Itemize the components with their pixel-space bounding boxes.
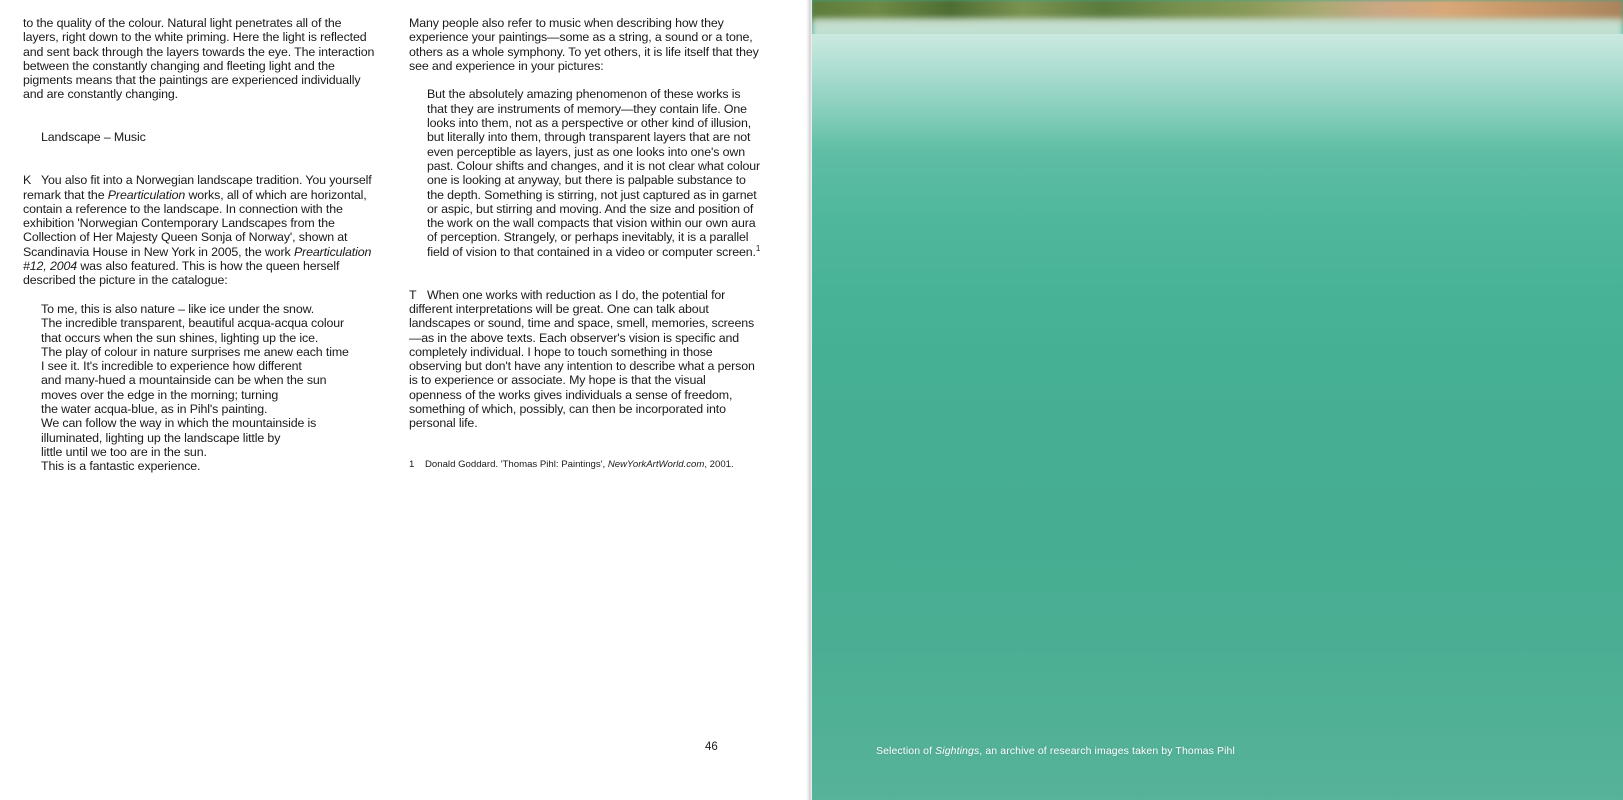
work-title-prearticulation-12: Prearticulation #12, 2004 <box>23 244 372 274</box>
paragraph-continued: to the quality of the colour. Natural light penetrates all of the layers, right down to the white priming. Here the light is reflected and sent back through the layers towards the eye. The interaction between the constantly changing and fleeting light and the pigments means that the paintings are experienced individually and are constantly changing. <box>23 16 375 102</box>
paragraph-t-text: When one works with reduction as I do, the potential for different interpretations will be great. One can talk about landscapes or sound, time and space, smell, memories, screens—as in the above texts. Each observer's vision is specific and completely individual. I hope to touch something in those observing but don't have any intention to describe what a person is to experience or associate. My hope is that the visual openness of the works gives individuals a sense of freedom, something of which, possibly, can then be incorporated into personal life. <box>409 287 755 431</box>
paragraph-k-part3: was also featured. This is how the queen herself described the picture in the catalogue: <box>23 259 340 288</box>
paragraph-k-part1: You also fit into a Norwegian landscape tradition. You yourself remark that the <box>23 173 372 202</box>
quote-line: that occurs when the sun shines, lighting up the ice. <box>41 330 319 345</box>
right-image-page <box>812 0 1623 800</box>
quoted-passage-block <box>427 87 761 259</box>
quote-line: little until we too are in the sun. <box>41 444 207 459</box>
footnote-text <box>425 459 761 471</box>
footnote-text-part2: , 2001. <box>704 459 734 471</box>
quote-passage <box>427 87 761 259</box>
quote-line: the water acqua-blue, as in Pihl's painting. <box>41 402 268 417</box>
speaker-marker-k: K <box>23 173 32 188</box>
quote-line: I see it. It's incredible to experience how different <box>41 359 302 374</box>
quote-line: The incredible transparent, beautiful acqua-acqua colour <box>41 316 345 331</box>
quote-line: We can follow the way in which the mountainside is <box>41 416 317 431</box>
photo-water-sheen <box>812 34 1623 154</box>
paragraph-speaker-t <box>409 288 761 431</box>
text-columns <box>23 16 763 474</box>
footnote-number: 1 <box>409 459 415 471</box>
paragraph-music-intro: Many people also refer to music when describing how they experience your paintings—some as a string, a sound or a tone, others as a whole symphony. To yet others, it is life itself that they see and experience in your pictures: <box>409 16 759 73</box>
paragraph-k-part2: works, all of which are horizontal, contain a reference to the landscape. In connection with the exhibition 'Norwegian Contemporary Landscapes from the Collection of Her Majesty Queen Sonja of Norway', shown at Scandinavia House in New York in 2005, the work <box>23 187 367 259</box>
quote-line: illuminated, lighting up the landscape little by <box>41 430 281 445</box>
footnote-entry <box>409 459 761 471</box>
quote-line: and many-hued a mountainside can be when the sun <box>41 373 327 388</box>
quote-line: To me, this is also nature – like ice under the snow. <box>41 301 315 316</box>
quoted-poem-block <box>41 302 375 474</box>
footnote-text-part1: Donald Goddard. 'Thomas Pihl: Paintings', <box>425 459 608 471</box>
image-caption <box>876 745 1235 757</box>
quote-line: moves over the edge in the morning; turning <box>41 387 279 402</box>
footnote-source-italic: NewYorkArtWorld.com <box>607 459 705 471</box>
speaker-marker-t: T <box>409 287 417 302</box>
column-one <box>23 16 375 474</box>
caption-part2: , an archive of research images taken by Thomas Pihl <box>979 745 1235 757</box>
work-title-prearticulation: Prearticulation <box>107 187 186 202</box>
research-photograph <box>812 0 1623 800</box>
caption-part1: Selection of <box>876 745 936 757</box>
page-number: 46 <box>705 741 718 753</box>
quote-passage-text: But the absolutely amazing phenomenon of these works is that they are instruments of memory—they contain life. One looks into them, not as a perspective or other kind of illusion, but literally into them, through transparent layers that are not even perceptible as layers, just as one looks into one's own past. Colour shifts and changes, and it is not clear what colour one is looking at anyway, but there is palpable substance to the depth. Something is stirring, not just captured as in garnet or aspic, but stirring and moving. And the size and position of the work on the wall compacts that vision within our own aura of perception. Strangely, or perhaps inevitably, it is a parallel field of vision to that contained in a video or computer screen. <box>427 87 760 259</box>
section-heading: Landscape – Music <box>41 130 146 145</box>
quote-line: The play of colour in nature surprises me anew each time <box>41 344 349 359</box>
paragraph-speaker-k <box>23 173 375 287</box>
quote-line: This is a fantastic experience. <box>41 459 201 474</box>
caption-series-title: Sightings <box>935 745 980 757</box>
footnote-marker: 1 <box>755 243 761 253</box>
column-two <box>409 16 761 474</box>
